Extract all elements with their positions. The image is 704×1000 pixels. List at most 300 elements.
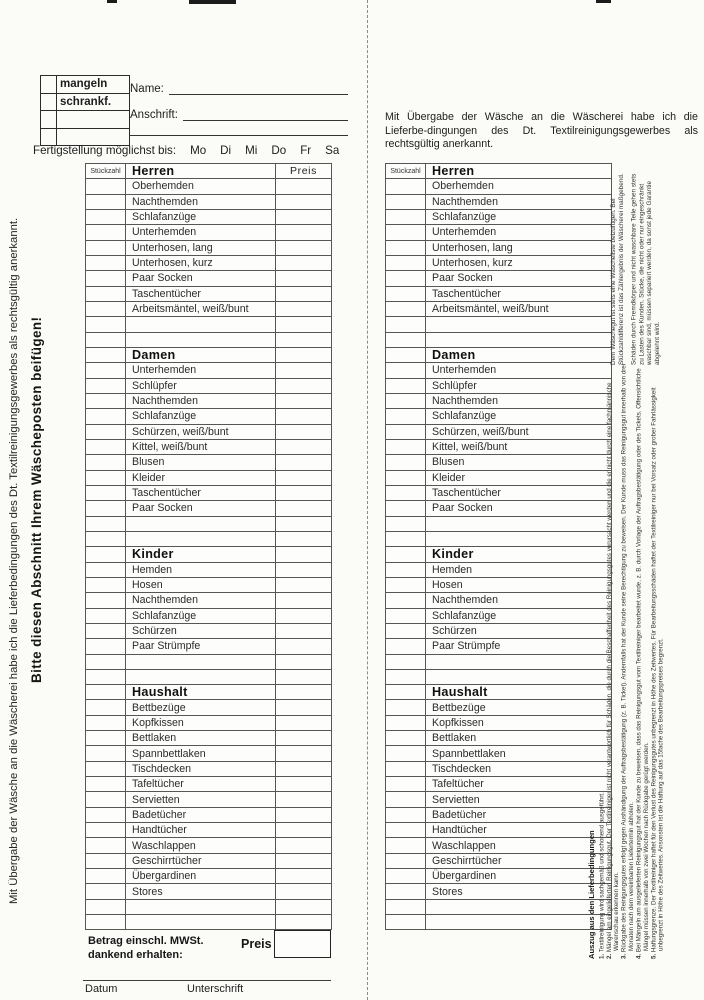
section-label-cell: Damen <box>126 347 276 362</box>
laundry-table-left <box>85 163 332 930</box>
qty-input-cell[interactable] <box>86 547 126 562</box>
item-label-cell: Paar Strümpfe <box>126 639 276 654</box>
qty-input-cell[interactable] <box>86 332 126 347</box>
price-input-cell[interactable] <box>276 470 332 485</box>
price-input-cell[interactable] <box>276 685 332 700</box>
item-row <box>86 838 332 853</box>
item-label-cell: Schürzen <box>126 623 276 638</box>
price-input-cell[interactable] <box>276 654 332 669</box>
price-input-cell[interactable] <box>276 378 332 393</box>
item-row <box>386 225 612 240</box>
qty-input-cell[interactable] <box>386 317 426 332</box>
qty-input-cell[interactable] <box>386 179 426 194</box>
price-input-cell[interactable] <box>276 547 332 562</box>
price-input-cell[interactable] <box>276 225 332 240</box>
qty-input-cell[interactable] <box>86 654 126 669</box>
price-input-cell[interactable] <box>276 347 332 362</box>
section-label-cell: Haushalt <box>426 685 612 700</box>
qty-input-cell[interactable] <box>86 317 126 332</box>
item-row <box>86 639 332 654</box>
price-input-cell[interactable] <box>276 884 332 899</box>
total-price-box[interactable] <box>274 930 331 958</box>
blank-row <box>86 317 332 332</box>
qty-input-cell[interactable] <box>86 562 126 577</box>
item-label-cell: Schlafanzüge <box>126 209 276 224</box>
price-column-header: Preis <box>276 164 332 179</box>
item-label-cell: Nachthemden <box>126 393 276 408</box>
qty-input-cell[interactable] <box>386 301 426 316</box>
item-label-cell: Hosen <box>126 577 276 592</box>
item-label-cell: Tischdecken <box>426 761 612 776</box>
qty-input-cell[interactable] <box>386 347 426 362</box>
qty-input-cell[interactable] <box>86 347 126 362</box>
item-label-cell: Blusen <box>426 455 612 470</box>
qty-input-cell[interactable] <box>86 516 126 531</box>
price-input-cell[interactable] <box>276 915 332 930</box>
item-label-cell: Spannbettlaken <box>426 746 612 761</box>
qty-input-cell[interactable] <box>386 823 426 838</box>
qty-input-cell[interactable] <box>386 654 426 669</box>
qty-input-cell[interactable] <box>86 194 126 209</box>
qty-input-cell[interactable] <box>386 731 426 746</box>
qty-input-cell[interactable] <box>86 746 126 761</box>
item-label-cell: Hemden <box>426 562 612 577</box>
section-label-cell: Damen <box>426 347 612 362</box>
item-label-cell: Bettlaken <box>126 731 276 746</box>
qty-input-cell[interactable] <box>86 838 126 853</box>
item-label-cell: Schlüpfer <box>426 378 612 393</box>
weekday-mi[interactable]: Mi <box>245 144 258 157</box>
price-input-cell[interactable] <box>276 286 332 301</box>
item-label-cell: Paar Socken <box>126 271 276 286</box>
attach-note-rotated: Bitte diesen Abschnitt Ihrem Wäscheposten beifügen! <box>29 316 44 684</box>
qty-input-cell[interactable] <box>386 807 426 822</box>
item-row <box>386 271 612 286</box>
qty-input-cell[interactable] <box>386 777 426 792</box>
qty-input-cell[interactable] <box>386 225 426 240</box>
item-row <box>386 485 612 500</box>
qty-input-cell[interactable] <box>386 409 426 424</box>
item-row <box>386 608 612 623</box>
price-input-cell[interactable] <box>276 409 332 424</box>
qty-input-cell[interactable] <box>386 639 426 654</box>
item-row <box>386 715 612 730</box>
item-row <box>386 562 612 577</box>
item-row <box>86 439 332 454</box>
item-label-cell: Schlafanzüge <box>126 409 276 424</box>
qty-input-cell[interactable] <box>386 363 426 378</box>
address-field <box>130 107 348 121</box>
qty-input-cell[interactable] <box>386 531 426 546</box>
item-label-cell: Paar Strümpfe <box>426 639 612 654</box>
blank-row <box>86 669 332 684</box>
qty-input-cell[interactable] <box>386 685 426 700</box>
blank-row <box>386 516 612 531</box>
blank-row <box>386 669 612 684</box>
section-header-row <box>386 347 612 362</box>
delivery-terms-rotated <box>588 360 665 959</box>
qty-input-cell[interactable] <box>386 547 426 562</box>
item-label-cell: Arbeitsmäntel, weiß/bunt <box>426 301 612 316</box>
price-input-cell[interactable] <box>276 899 332 914</box>
qty-input-cell[interactable] <box>386 838 426 853</box>
blank-row <box>86 531 332 546</box>
item-label-cell: Unterhemden <box>426 225 612 240</box>
item-label-cell <box>126 317 276 332</box>
section-label-cell: Kinder <box>126 547 276 562</box>
item-label-cell: Taschentücher <box>126 485 276 500</box>
qty-input-cell[interactable] <box>86 424 126 439</box>
item-label-cell: Schlafanzüge <box>426 209 612 224</box>
qty-input-cell[interactable] <box>386 869 426 884</box>
item-label-cell: Paar Socken <box>426 501 612 516</box>
item-row <box>386 378 612 393</box>
scan-artifact <box>596 0 611 3</box>
qty-input-cell[interactable] <box>86 409 126 424</box>
total-price-label: Preis <box>241 937 272 951</box>
qty-input-cell[interactable] <box>386 884 426 899</box>
qty-input-cell[interactable] <box>386 577 426 592</box>
item-row <box>386 593 612 608</box>
price-input-cell[interactable] <box>276 317 332 332</box>
qty-input-cell[interactable] <box>386 209 426 224</box>
item-row <box>386 731 612 746</box>
qty-input-cell[interactable] <box>386 915 426 930</box>
qty-input-cell[interactable] <box>86 685 126 700</box>
item-row <box>386 240 612 255</box>
qty-input-cell[interactable] <box>386 271 426 286</box>
item-row <box>386 869 612 884</box>
qty-input-cell[interactable] <box>86 455 126 470</box>
qty-input-cell[interactable] <box>386 608 426 623</box>
qty-input-cell[interactable] <box>86 179 126 194</box>
qty-input-cell[interactable] <box>386 761 426 776</box>
price-input-cell[interactable] <box>276 179 332 194</box>
item-row <box>86 731 332 746</box>
weekday-sa[interactable]: Sa <box>325 144 340 157</box>
finish-options-box <box>40 75 130 146</box>
item-label-cell: Taschentücher <box>126 286 276 301</box>
qty-input-cell[interactable] <box>86 807 126 822</box>
qty-input-cell[interactable] <box>86 485 126 500</box>
item-row <box>386 301 612 316</box>
qty-input-cell[interactable] <box>86 393 126 408</box>
section-label-cell: Herren <box>426 164 612 179</box>
qty-input-cell[interactable] <box>86 363 126 378</box>
qty-input-cell[interactable] <box>386 501 426 516</box>
qty-input-cell[interactable] <box>86 501 126 516</box>
finish-option-label: mangeln <box>57 76 130 94</box>
address-label: Anschrift: <box>130 109 178 121</box>
qty-input-cell[interactable] <box>386 792 426 807</box>
qty-input-cell[interactable] <box>86 593 126 608</box>
item-row <box>86 271 332 286</box>
blank-row <box>386 915 612 930</box>
perforation-line <box>367 0 368 1000</box>
item-label-cell: Nachthemden <box>426 194 612 209</box>
price-input-cell[interactable] <box>276 807 332 822</box>
blank-row <box>86 915 332 930</box>
item-row <box>386 884 612 899</box>
extra-input-line[interactable] <box>130 122 348 136</box>
item-label-cell: Schlafanzüge <box>426 608 612 623</box>
qty-input-cell[interactable] <box>86 225 126 240</box>
item-row <box>86 209 332 224</box>
section-header-row <box>86 547 332 562</box>
item-label-cell: Nachthemden <box>426 393 612 408</box>
price-input-cell[interactable] <box>276 271 332 286</box>
qty-input-cell[interactable] <box>386 899 426 914</box>
qty-input-cell[interactable] <box>386 255 426 270</box>
qty-input-cell[interactable] <box>86 378 126 393</box>
term-item: Haftungsgrenze. Der Textilreiniger haftet für den Verlust des Reinigungsgutes unbegrenzt in Höhe des Zeitwertes. Für Bearbeitungsschäden haftet der Textilreiniger nur bei Vorsatz oder grober Fahrlässigkeit unbegrenzt in Höhe des Zeitwertes. Ansonsten ist die Haftung auf das 15fache des Bearbeitungspreises begrenzt. <box>650 387 665 953</box>
name-input-line[interactable] <box>169 81 348 95</box>
qty-input-cell[interactable] <box>386 700 426 715</box>
price-input-cell[interactable] <box>276 761 332 776</box>
price-input-cell[interactable] <box>276 792 332 807</box>
item-label-cell: Kopfkissen <box>126 715 276 730</box>
item-label-cell <box>126 332 276 347</box>
item-row <box>86 255 332 270</box>
item-row <box>86 286 332 301</box>
qty-input-cell[interactable] <box>86 792 126 807</box>
qty-input-cell[interactable] <box>86 884 126 899</box>
qty-input-cell[interactable] <box>86 853 126 868</box>
item-row <box>386 209 612 224</box>
schrankfertig-checkbox-cell[interactable] <box>41 93 57 111</box>
price-input-cell[interactable] <box>276 869 332 884</box>
item-label-cell: Hosen <box>426 577 612 592</box>
item-label-cell: Schürzen <box>426 623 612 638</box>
price-input-cell[interactable] <box>276 608 332 623</box>
section-label-cell: Herren <box>126 164 276 179</box>
price-input-cell[interactable] <box>276 485 332 500</box>
price-input-cell[interactable] <box>276 332 332 347</box>
item-row <box>86 746 332 761</box>
item-row <box>386 792 612 807</box>
price-input-cell[interactable] <box>276 593 332 608</box>
signature-label: Unterschrift <box>187 983 244 995</box>
item-label-cell: Oberhemden <box>126 179 276 194</box>
item-label-cell: Stores <box>426 884 612 899</box>
blank-checkbox-cell[interactable] <box>41 111 57 129</box>
item-label-cell: Schlafanzüge <box>426 409 612 424</box>
qty-input-cell[interactable] <box>386 593 426 608</box>
qty-input-cell[interactable] <box>386 286 426 301</box>
blank-row <box>86 654 332 669</box>
item-label-cell <box>426 899 612 914</box>
item-row <box>86 424 332 439</box>
item-label-cell: Geschirrtücher <box>126 853 276 868</box>
blank-row <box>86 899 332 914</box>
item-row <box>86 884 332 899</box>
price-input-cell[interactable] <box>276 669 332 684</box>
qty-input-cell[interactable] <box>386 516 426 531</box>
item-label-cell <box>126 654 276 669</box>
price-input-cell[interactable] <box>276 838 332 853</box>
qty-input-cell[interactable] <box>86 439 126 454</box>
weekday-di[interactable]: Di <box>220 144 232 157</box>
qty-input-cell[interactable] <box>86 608 126 623</box>
ready-by-label: Fertigstellung möglichst bis: <box>33 144 177 157</box>
qty-input-cell[interactable] <box>86 669 126 684</box>
term-item: Rückgabe des Reinigungsgutes erfolgt gegen Aushändigung der Auftragsbestätigung (z. B. Ticket). Andernfalls hat der Kunde seine Berechtigung zu beweisen. Der Kunde muss das Reinigungsgut innerhalb von drei Monaten nach dem vereinbarten Liefertermin abholen. <box>620 363 636 953</box>
price-input-cell[interactable] <box>276 777 332 792</box>
weekday-mo[interactable]: Mo <box>190 144 207 157</box>
qty-input-cell[interactable] <box>386 669 426 684</box>
price-input-cell[interactable] <box>276 853 332 868</box>
table-header-row <box>386 164 612 179</box>
price-input-cell[interactable] <box>276 746 332 761</box>
price-input-cell[interactable] <box>276 516 332 531</box>
item-label-cell: Kleider <box>426 470 612 485</box>
qty-input-cell[interactable] <box>386 393 426 408</box>
weekday-fr[interactable]: Fr <box>300 144 312 157</box>
item-row <box>386 838 612 853</box>
price-input-cell[interactable] <box>276 209 332 224</box>
qty-input-cell[interactable] <box>86 731 126 746</box>
side-notes-rotated <box>610 166 667 365</box>
term-item: Textilreinigung wird sachgemäß und schonend ausgeführt. <box>598 792 606 953</box>
item-row <box>86 501 332 516</box>
blank-checkbox-cell[interactable] <box>41 128 57 146</box>
item-label-cell <box>126 899 276 914</box>
item-label-cell: Tischdecken <box>126 761 276 776</box>
qty-input-cell[interactable] <box>386 715 426 730</box>
price-input-cell[interactable] <box>276 623 332 638</box>
qty-input-cell[interactable] <box>386 623 426 638</box>
date-signature-line[interactable] <box>83 966 331 981</box>
qty-input-cell[interactable] <box>86 715 126 730</box>
item-row <box>386 823 612 838</box>
item-label-cell: Übergardinen <box>126 869 276 884</box>
qty-input-cell[interactable] <box>386 470 426 485</box>
weekday-do[interactable]: Do <box>271 144 287 157</box>
price-input-cell[interactable] <box>276 363 332 378</box>
name-label: Name: <box>130 83 164 95</box>
item-label-cell: Servietten <box>426 792 612 807</box>
blank-option-label <box>57 128 130 146</box>
item-label-cell: Hemden <box>126 562 276 577</box>
qty-input-cell[interactable] <box>86 577 126 592</box>
qty-input-cell[interactable] <box>86 761 126 776</box>
item-label-cell: Geschirrtücher <box>426 853 612 868</box>
item-row <box>86 179 332 194</box>
qty-input-cell[interactable] <box>386 240 426 255</box>
address-input-line[interactable] <box>183 107 348 121</box>
price-input-cell[interactable] <box>276 424 332 439</box>
blank-row <box>86 516 332 531</box>
item-label-cell <box>426 654 612 669</box>
terms-acknowledgement-rotated: Mit Übergabe der Wäsche an die Wäscherei habe ich die Lieferbedingungen des Dt. Textilreinigungsgewerbes als rechtsgültig anerkannt. <box>8 217 20 905</box>
price-input-cell[interactable] <box>276 393 332 408</box>
item-label-cell: Nachthemden <box>126 194 276 209</box>
qty-input-cell[interactable] <box>86 301 126 316</box>
delivery-terms-list <box>598 360 665 959</box>
qty-input-cell[interactable] <box>86 531 126 546</box>
qty-input-cell[interactable] <box>386 424 426 439</box>
item-row <box>386 639 612 654</box>
item-label-cell: Stores <box>126 884 276 899</box>
price-input-cell[interactable] <box>276 823 332 838</box>
amount-line-1: Betrag einschl. MWSt. <box>88 935 204 947</box>
qty-input-cell[interactable] <box>386 455 426 470</box>
price-input-cell[interactable] <box>276 700 332 715</box>
price-input-cell[interactable] <box>276 639 332 654</box>
price-input-cell[interactable] <box>276 255 332 270</box>
item-label-cell <box>126 669 276 684</box>
item-row <box>386 286 612 301</box>
qty-input-cell[interactable] <box>386 194 426 209</box>
price-input-cell[interactable] <box>276 715 332 730</box>
qty-input-cell[interactable] <box>386 439 426 454</box>
item-row <box>86 225 332 240</box>
side-note-damage: Schäden durch Fremdkörper und nicht waschbare Teile gehen stets zu Lasten des Kunden. Stücke, die nicht oder nur eingeschränkt waschbar sind, müssen separiert werden, da sonst jede Garantie abgelehnt wird. <box>630 173 661 365</box>
price-input-cell[interactable] <box>276 531 332 546</box>
item-row <box>386 746 612 761</box>
qty-input-cell[interactable] <box>86 255 126 270</box>
qty-input-cell[interactable] <box>386 378 426 393</box>
qty-input-cell[interactable] <box>86 915 126 930</box>
price-input-cell[interactable] <box>276 577 332 592</box>
item-label-cell <box>426 332 612 347</box>
item-label-cell <box>426 915 612 930</box>
qty-input-cell[interactable] <box>86 286 126 301</box>
qty-input-cell[interactable] <box>386 485 426 500</box>
item-row <box>86 853 332 868</box>
item-label-cell: Unterhemden <box>126 363 276 378</box>
qty-input-cell[interactable] <box>386 746 426 761</box>
qty-input-cell[interactable] <box>86 623 126 638</box>
item-label-cell: Nachthemden <box>426 593 612 608</box>
qty-input-cell[interactable] <box>86 470 126 485</box>
price-input-cell[interactable] <box>276 240 332 255</box>
qty-input-cell[interactable] <box>86 869 126 884</box>
qty-input-cell[interactable] <box>86 777 126 792</box>
price-input-cell[interactable] <box>276 455 332 470</box>
qty-input-cell[interactable] <box>386 332 426 347</box>
qty-input-cell[interactable] <box>86 899 126 914</box>
qty-input-cell[interactable] <box>86 823 126 838</box>
price-input-cell[interactable] <box>276 562 332 577</box>
qty-input-cell[interactable] <box>86 271 126 286</box>
finish-option-row <box>41 128 130 146</box>
terms-acknowledgement-paragraph: Mit Übergabe der Wäsche an die Wäscherei habe ich die Lieferbe-dingungen des Dt. Textilreinigungsgewerbes als rechtsgültig anerkannt. <box>385 111 698 151</box>
item-row <box>86 562 332 577</box>
qty-input-cell[interactable] <box>86 209 126 224</box>
section-header-row <box>86 685 332 700</box>
price-input-cell[interactable] <box>276 439 332 454</box>
price-input-cell[interactable] <box>276 301 332 316</box>
amount-line-2: dankend erhalten: <box>88 948 183 961</box>
price-input-cell[interactable] <box>276 194 332 209</box>
qty-input-cell[interactable] <box>86 639 126 654</box>
item-row <box>86 301 332 316</box>
item-row <box>86 194 332 209</box>
item-row <box>86 593 332 608</box>
section-header-row <box>386 547 612 562</box>
price-input-cell[interactable] <box>276 731 332 746</box>
qty-input-cell[interactable] <box>86 700 126 715</box>
item-row <box>386 409 612 424</box>
qty-input-cell[interactable] <box>86 240 126 255</box>
mangeln-checkbox-cell[interactable] <box>41 76 57 94</box>
item-label-cell <box>426 317 612 332</box>
qty-input-cell[interactable] <box>386 562 426 577</box>
price-input-cell[interactable] <box>276 501 332 516</box>
qty-input-cell[interactable] <box>386 853 426 868</box>
item-label-cell <box>126 516 276 531</box>
